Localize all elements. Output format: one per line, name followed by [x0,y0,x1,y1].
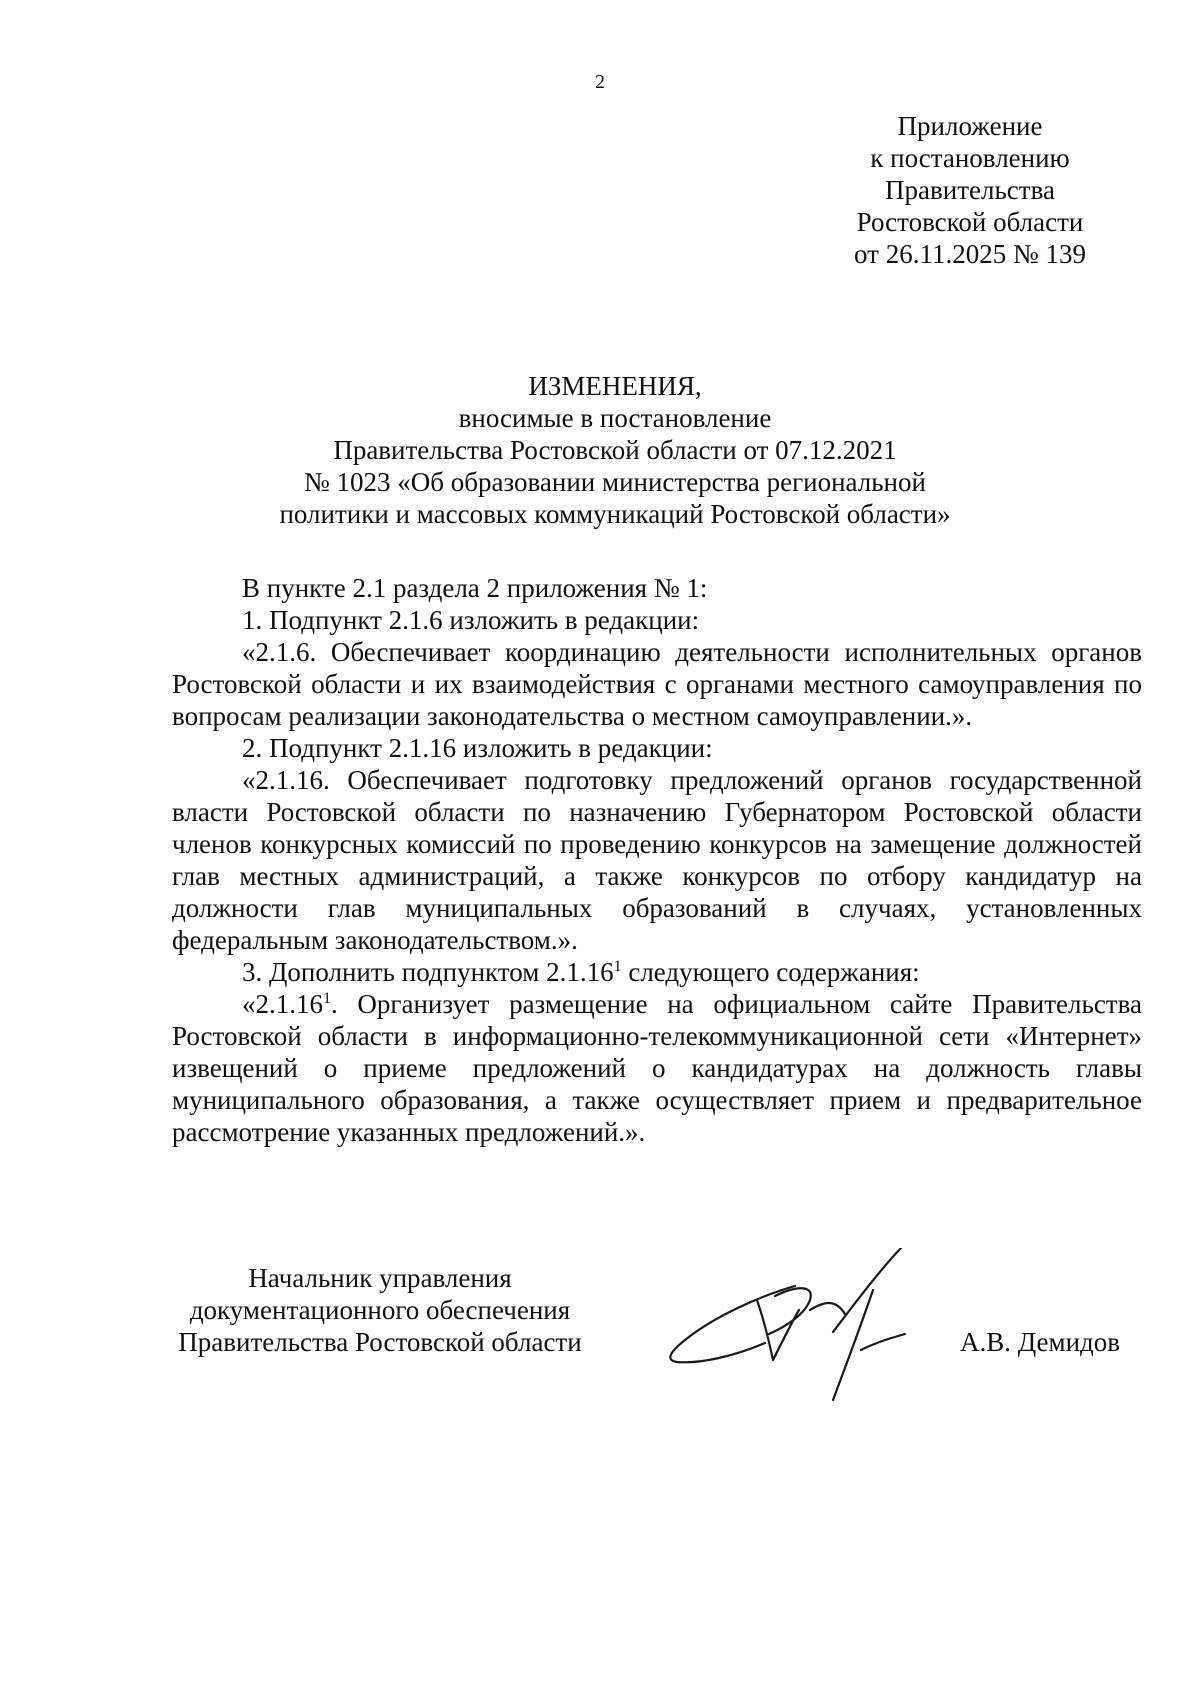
item-3-text [172,988,1142,1148]
appendix-line: к постановлению [870,143,1070,173]
signer-position [160,1262,600,1358]
item-3-text-start: «2.1.16 [242,989,323,1019]
page-number: 2 [595,71,605,93]
appendix-line: Ростовской области [856,207,1084,237]
item-3-heading-text: 3. Дополнить подпунктом 2.1.16 [242,957,614,987]
appendix-header [820,110,1120,270]
appendix-line: Правительства [885,175,1055,205]
appendix-date-number: от 26.11.2025 № 139 [854,239,1086,269]
title-line: вносимые в постановление [458,403,772,433]
item-2-heading: 2. Подпункт 2.1.16 изложить в редакции: [242,733,713,763]
document-title [160,370,1070,530]
handwritten-signature [665,1248,965,1428]
title-line: № 1023 «Об образовании министерства региональной [304,467,926,497]
superscript: 1 [323,990,331,1007]
intro-paragraph: В пункте 2.1 раздела 2 приложения № 1: [242,573,708,603]
item-1-heading: 1. Подпункт 2.1.6 изложить в редакции: [242,605,700,635]
item-3-heading-text-end: следующего содержания: [621,957,920,987]
item-1-text: «2.1.6. Обеспечивает координацию деятельности исполнительных органов Ростовской области и их взаимодействия с органами местного самоуправления по вопросам реализации законодательства о местном самоуправлении.». [172,637,1142,731]
item-3-heading [172,956,1142,988]
document-body [172,572,1142,1148]
signer-position-line: документационного обеспечения [189,1295,571,1325]
title-heading: ИЗМЕНЕНИЯ, [528,371,702,401]
signer-name: А.В. Демидов [960,1327,1121,1357]
appendix-line: Приложение [897,111,1043,141]
title-line: Правительства Ростовской области от 07.12.2021 [333,435,897,465]
item-3-text-rest: . Организует размещение на официальном сайте Правительства Ростовской области в информационно-телекоммуникационной сети «Интернет» извещений о приеме предложений о кандидатурах на должность главы муниципального образования, а также осуществляет прием и предварительное рассмотрение указанных предложений.». [172,989,1142,1147]
title-line: политики и массовых коммуникаций Ростовской области» [279,499,951,529]
signer-position-line: Правительства Ростовской области [178,1327,582,1357]
item-2-text: «2.1.16. Обеспечивает подготовку предложений органов государственной власти Ростовской области по назначению Губернатором Ростовской области членов конкурсных комиссий по проведению конкурсов на замещение должностей глав местных администраций, а также конкурсов по отбору кандидатур на должности глав муниципальных образований в случаях, установленных федеральным законодательством.». [172,765,1142,955]
signer-position-line: Начальник управления [248,1263,512,1293]
superscript: 1 [613,958,622,975]
